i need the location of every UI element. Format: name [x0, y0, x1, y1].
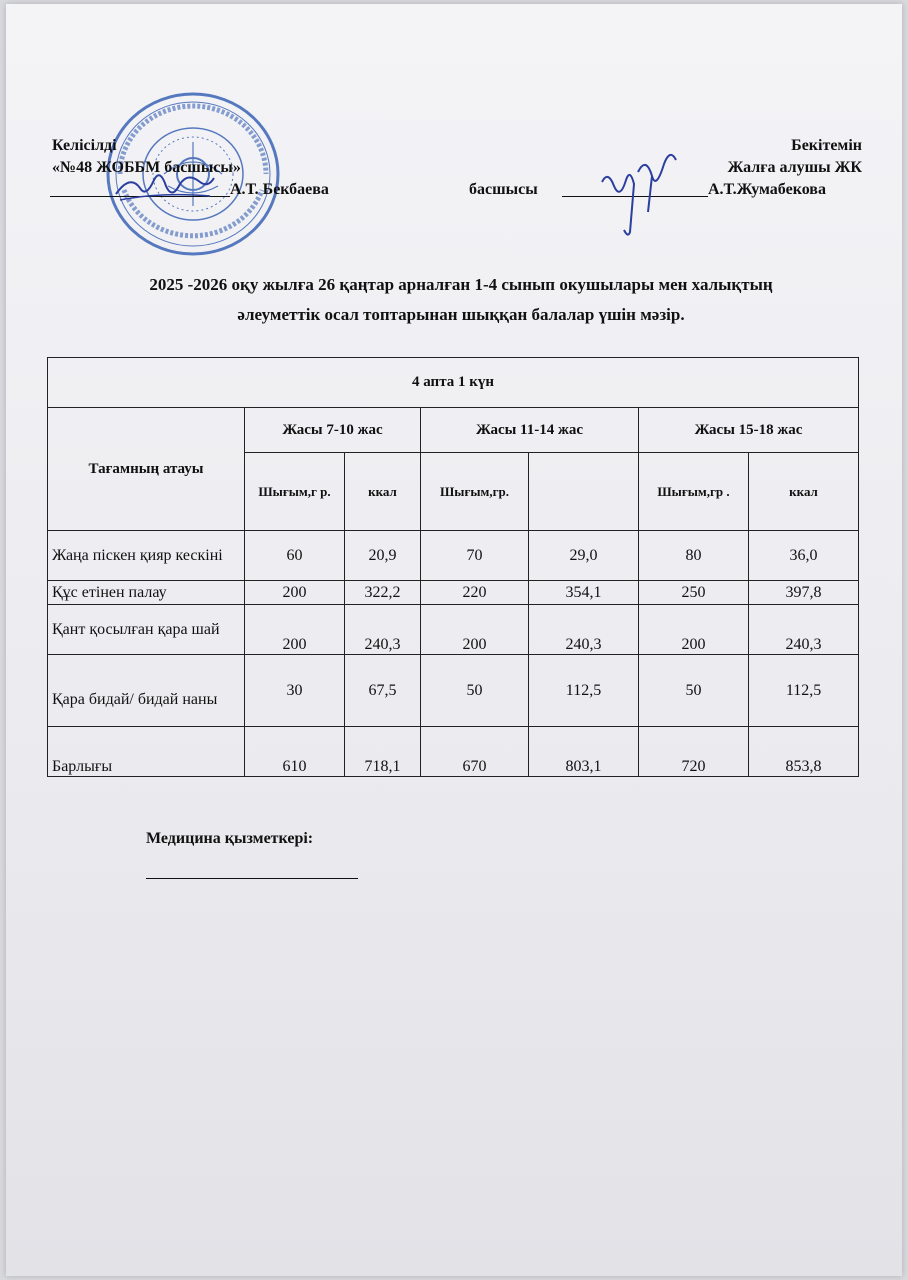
age-group-11-14: Жасы 11-14 жас	[421, 408, 639, 453]
table-row	[48, 655, 859, 727]
kcal-header-7-10: ккал	[345, 453, 421, 531]
agreed-label: Келісілді	[52, 137, 117, 154]
age-group-7-10: Жасы 7-10 жас	[245, 408, 421, 453]
cell-value: 240,3	[345, 605, 421, 655]
director-name: А.Т. Бекбаева	[230, 181, 329, 198]
dish-name: Қант қосылған қара шай	[48, 605, 245, 655]
cell-value: 853,8	[749, 727, 859, 777]
cell-value: 112,5	[749, 655, 859, 727]
table-row	[48, 531, 859, 581]
medical-worker-label: Медицина қызметкері:	[146, 830, 314, 847]
menu-title	[46, 270, 876, 330]
yield-header-7-10: Шығым,г р.	[245, 453, 345, 531]
document-page	[6, 4, 902, 1276]
cell-value: 36,0	[749, 531, 859, 581]
cell-value: 670	[421, 727, 529, 777]
menu-table	[47, 357, 859, 777]
menu-title-line2: әлеуметтік осал топтарынан шыққан балалар үшін мәзір.	[237, 305, 685, 324]
cell-value: 803,1	[529, 727, 639, 777]
cell-value: 30	[245, 655, 345, 727]
total-row	[48, 727, 859, 777]
kcal-header-11-14	[529, 453, 639, 531]
approve-label: Бекітемін	[791, 137, 862, 154]
cell-value: 720	[639, 727, 749, 777]
cell-value: 200	[245, 581, 345, 605]
dish-name: Жаңа піскен қияр кескіні	[48, 531, 245, 581]
yield-header-15-18: Шығым,гр .	[639, 453, 749, 531]
kcal-header-15-18: ккал	[749, 453, 859, 531]
head-role: басшысы	[469, 181, 538, 198]
cell-value: 240,3	[529, 605, 639, 655]
table-row	[48, 581, 859, 605]
school-org: «№48 ЖОББМ басшысы»	[52, 159, 241, 176]
cell-value: 50	[639, 655, 749, 727]
cell-value: 112,5	[529, 655, 639, 727]
cell-value: 718,1	[345, 727, 421, 777]
cell-value: 240,3	[749, 605, 859, 655]
dish-name: Қара бидай/ бидай наны	[48, 655, 245, 727]
menu-title-line1: 2025 -2026 оқу жылға 26 қаңтар арналған 1-4 сынып окушылары мен халықтың	[149, 275, 773, 294]
tenant-org: Жалға алушы ЖК	[727, 159, 862, 176]
cell-value: 220	[421, 581, 529, 605]
cell-value: 250	[639, 581, 749, 605]
cell-value: 322,2	[345, 581, 421, 605]
total-label: Барлығы	[48, 727, 245, 777]
cell-value: 80	[639, 531, 749, 581]
cell-value: 200	[639, 605, 749, 655]
cell-value: 397,8	[749, 581, 859, 605]
table-row	[48, 605, 859, 655]
cell-value: 50	[421, 655, 529, 727]
age-group-15-18: Жасы 15-18 жас	[639, 408, 859, 453]
cell-value: 60	[245, 531, 345, 581]
yield-header-11-14: Шығым,гр.	[421, 453, 529, 531]
tenant-name: А.Т.Жумабекова	[708, 181, 826, 198]
signature-left	[110, 154, 220, 212]
week-day-caption: 4 апта 1 күн	[48, 358, 859, 408]
medical-signature-line	[146, 878, 358, 879]
cell-value: 200	[245, 605, 345, 655]
cell-value: 610	[245, 727, 345, 777]
cell-value: 29,0	[529, 531, 639, 581]
cell-value: 20,9	[345, 531, 421, 581]
cell-value: 70	[421, 531, 529, 581]
cell-value: 200	[421, 605, 529, 655]
cell-value: 354,1	[529, 581, 639, 605]
dish-name: Құс етінен палау	[48, 581, 245, 605]
cell-value: 67,5	[345, 655, 421, 727]
signature-right	[594, 142, 680, 238]
dish-name-header: Тағамның атауы	[48, 408, 245, 531]
